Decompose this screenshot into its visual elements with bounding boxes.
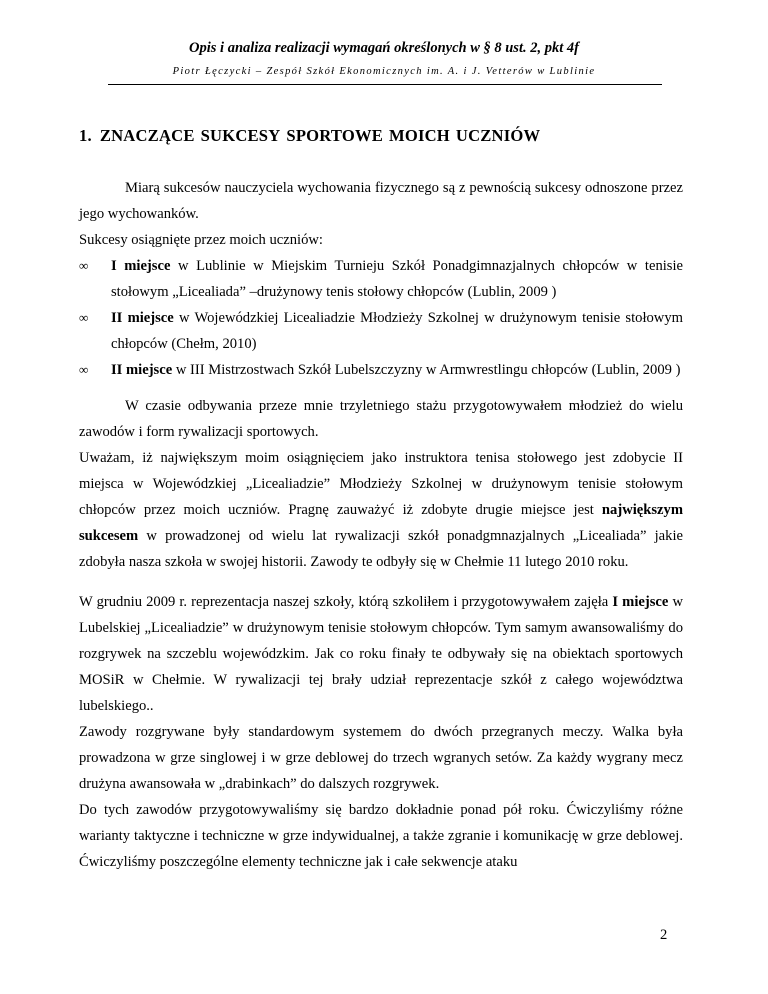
paragraph-achievement — [79, 445, 683, 575]
list-item — [79, 357, 683, 383]
paragraph-preparation: Do tych zawodów przygotowywaliśmy się bardzo dokładnie ponad pół roku. Ćwiczyliśmy różne warianty taktyczne i techniczne w grze indywidualnej, a także zgranie i komunikację w grze deblowej. Ćwiczyliśmy poszczególne elementy techniczne jak i całe sekwencje ataku — [79, 802, 683, 870]
paragraph-text: w Lubelskiej „Licealiadzie” w drużynowym tenisie stołowym chłopców. Tym samym awansowaliśmy do rozgrywek na szczeblu wojewódzkim. Jak co roku finały te odbywały się na obiektach sportowych MOSiR w Chełmie. W rywalizacji tej brały udział reprezentacje szkół z całego województwa lubelskiego.. — [79, 594, 683, 714]
list-item — [79, 253, 683, 305]
document-body — [79, 175, 683, 875]
section-heading-word: ZNACZĄCE — [99, 126, 195, 145]
infinity-bullet-icon: ∞ — [79, 258, 89, 273]
section-heading-word: MOICH — [389, 126, 450, 145]
section-heading-word: SPORTOWE — [286, 126, 383, 145]
achievement-text: w Wojewódzkiej Licealiadzie Młodzieży Szkolnej w drużynowym tenisie stołowym chłopców (Chełm, 2010) — [111, 310, 683, 352]
paragraph-text: Uważam, iż największym moim osiągnięciem jako instruktora tenisa stołowego jest zdobycie II miejsca w Wojewódzkiej „Licealiadzie” Młodzieży Szkolnej w drużynowym tenisie stołowym chłopców przez moich uczniów. Pragnę zauważyć iż zdobyte drugie miejsce jest — [79, 450, 683, 518]
paragraph-december — [79, 589, 683, 719]
header-subtitle: Piotr Łęczycki – Zespół Szkół Ekonomicznych im. A. i J. Vetterów w Lublinie — [172, 66, 596, 77]
achievement-place: II miejsce — [111, 362, 173, 378]
infinity-bullet-icon: ∞ — [79, 310, 89, 325]
section-number: 1. — [79, 126, 92, 145]
intro-list-lead: Sukcesy osiągnięte przez moich uczniów: — [79, 232, 323, 248]
list-item — [79, 305, 683, 357]
section-heading — [79, 126, 540, 146]
header-divider — [108, 84, 662, 85]
paragraph-text: w prowadzonej od wielu lat rywalizacji szkół ponadgmnazjalnych „Licealiada” jakie zdobyła nasza szkoła w swojej historii. Zawody te odbyły się w Chełmie 11 lutego 2010 roku. — [79, 528, 683, 570]
emphasis-text: największym sukcesem — [79, 502, 683, 544]
achievement-place: II miejsce — [111, 310, 174, 326]
section-heading-word: SUKCESY — [200, 126, 281, 145]
section-heading-word: UCZNIÓW — [455, 126, 541, 145]
paragraph-training: W czasie odbywania przeze mnie trzyletniego stażu przygotowywałem młodzież do wielu zawodów i form rywalizacji sportowych. — [79, 398, 683, 440]
infinity-bullet-icon: ∞ — [79, 362, 89, 377]
page-number: 2 — [660, 927, 668, 943]
intro-paragraph: Miarą sukcesów nauczyciela wychowania fizycznego są z pewnością sukcesy odnoszone przez jego wychowanków. — [79, 180, 683, 222]
paragraph-text: W grudniu 2009 r. reprezentacja naszej szkoły, którą szkoliłem i przygotowywałem zajęła — [79, 594, 613, 610]
header-title: Opis i analiza realizacji wymagań określonych w § 8 ust. 2, pkt 4f — [189, 40, 579, 56]
emphasis-text: I miejsce — [612, 594, 669, 610]
achievements-list — [79, 253, 683, 383]
achievement-place: I miejsce — [111, 258, 171, 274]
achievement-text: w III Mistrzostwach Szkół Lubelszczyzny w Armwrestlingu chłopców (Lublin, 2009 ) — [172, 362, 681, 378]
achievement-text: w Lublinie w Miejskim Turnieju Szkół Ponadgimnazjalnych chłopców w tenisie stołowym „Licealiada” –drużynowy tenis stołowy chłopców (Lublin, 2009 ) — [111, 258, 684, 300]
paragraph-competition-system: Zawody rozgrywane były standardowym systemem do dwóch przegranych meczy. Walka była prowadzona w grze singlowej i w grze deblowej do trzech wgranych setów. Za każdy wygrany mecz drużyna awansowała w „drabinkach” do dalszych rozgrywek. — [79, 724, 683, 792]
